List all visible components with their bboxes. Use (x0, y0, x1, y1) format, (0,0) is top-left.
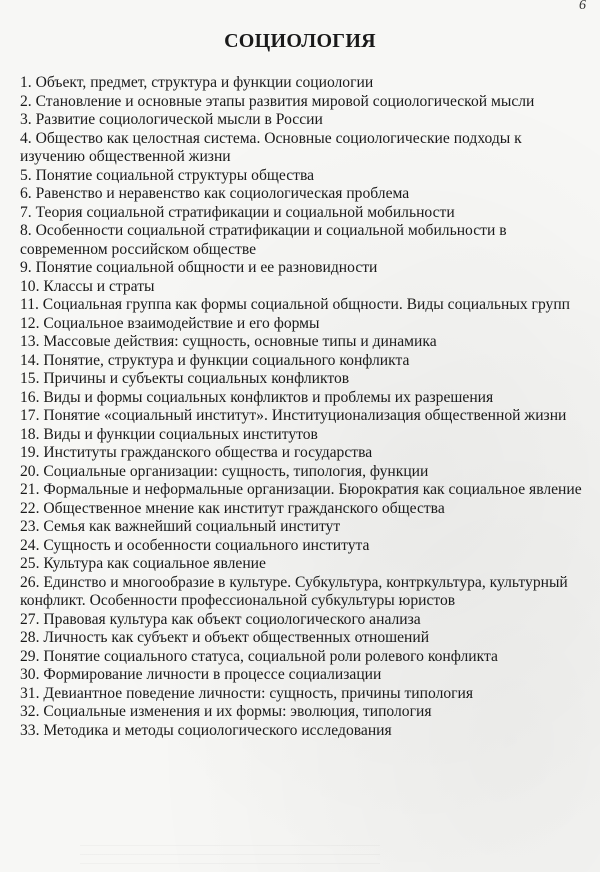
topic-item: 5. Понятие социальной структуры общества (20, 166, 315, 184)
topic-item: 13. Массовые действия: сущность, основные типы и динамика (20, 333, 437, 350)
topic-item: 24. Сущность и особенности социального института (20, 536, 370, 554)
page-number-mark: 6 (579, 0, 586, 13)
topic-item: 32. Социальные изменения и их формы: эволюция, типология (20, 703, 432, 720)
topic-item: 16. Виды и формы социальных конфликтов и проблемы их разрешения (20, 388, 494, 406)
topic-item: 14. Понятие, структура и функции социального конфликта (20, 351, 410, 369)
topic-item: 18. Виды и функции социальных институтов (20, 425, 318, 443)
topic-item: 30. Формирование личности в процессе социализации (20, 666, 382, 683)
topic-item: 10. Классы и страты (20, 277, 155, 295)
topic-item: 28. Личность как субъект и объект общественных отношений (20, 629, 430, 646)
topic-item: 20. Социальные организации: сущность, типология, функции (20, 462, 429, 480)
topic-item: 25. Культура как социальное явление (20, 555, 266, 572)
topic-item: 15. Причины и субъекты социальных конфликтов (20, 370, 350, 387)
topic-item: 31. Девиантное поведение личности: сущность, причины типология (20, 684, 474, 702)
topic-item: 4. Общество как целостная система. Основные социологические подходы к изучению общественной жизни (20, 129, 522, 165)
topic-item: 19. Институты гражданского общества и государства (20, 444, 373, 461)
topic-item: 29. Понятие социального статуса, социальной роли ролевого конфликта (20, 647, 498, 665)
topic-item: 12. Социальное взаимодействие и его формы (20, 314, 320, 332)
topics-list (20, 74, 588, 740)
topic-item: 17. Понятие «социальный институт». Институционализация общественной жизни (20, 407, 567, 424)
topic-item: 7. Теория социальной стратификации и социальной мобильности (20, 203, 455, 221)
topic-item: 6. Равенство и неравенство как социологическая проблема (20, 185, 410, 202)
topic-item: 23. Семья как важнейший социальный институт (20, 518, 341, 535)
topic-item: 27. Правовая культура как объект социологического анализа (20, 610, 421, 628)
topic-item: 22. Общественное мнение как институт гражданского общества (20, 499, 445, 517)
topic-item: 33. Методика и методы социологического исследования (20, 721, 392, 739)
topic-item: 2. Становление и основные этапы развития мировой социологической мысли (20, 92, 535, 110)
scan-bleed-through (80, 838, 380, 864)
topic-item: 9. Понятие социальной общности и ее разновидности (20, 259, 378, 276)
topic-item: 21. Формальные и неформальные организации. Бюрократия как социальное явление (20, 481, 582, 498)
topic-item: 3. Развитие социологической мысли в России (20, 111, 323, 128)
page-title: СОЦИОЛОГИЯ (224, 30, 376, 52)
topic-item: 26. Единство и многообразие в культуре. Субкультура, контркультура, культурный конфликт. Особенности профессиональной субкультуры юристов (20, 573, 568, 609)
topic-item: 1. Объект, предмет, структура и функции социологии (20, 74, 374, 91)
topic-item: 11. Социальная группа как формы социальной общности. Виды социальных групп (20, 296, 571, 313)
topic-item: 8. Особенности социальной стратификации и социальной мобильности в современном российском обществе (20, 222, 507, 258)
